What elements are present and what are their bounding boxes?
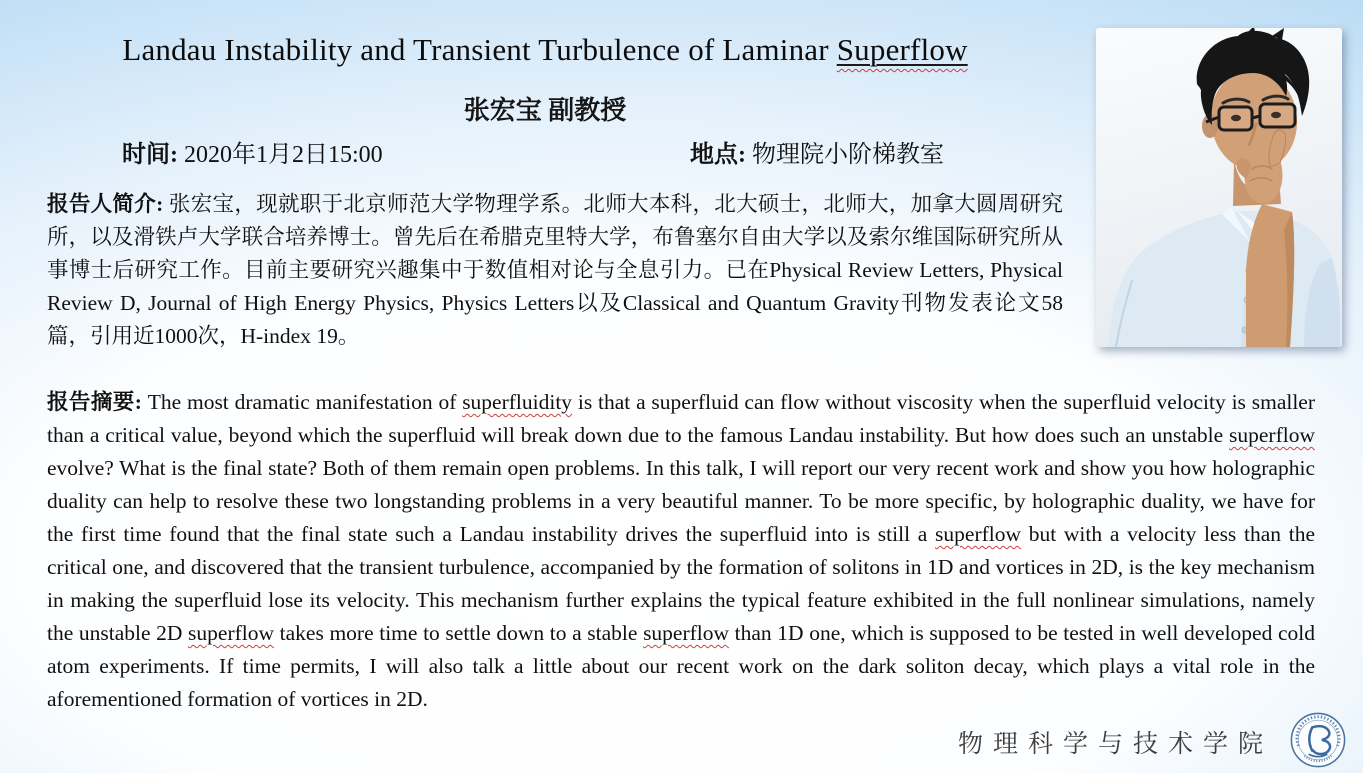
seal-icon	[1289, 711, 1347, 769]
location-field	[690, 134, 944, 169]
speaker-portrait-illustration	[1096, 28, 1342, 347]
speaker-name: 张宏宝 副教授	[463, 96, 627, 125]
speaker-bio-paragraph: 报告人简介: 张宏宝，现就职于北京师范大学物理学系。北师大本科，北大硕士，北师大，加拿大圆周研究所，以及滑铁卢大学联合培养博士。曾先后在希腊克里特大学，布鲁塞尔自由大学以及索尔维国际研究所从事博士后研究工作。目前主要研究兴趣集中于数值相对论与全息引力。已在Physical Review Letters, Physical Review D, Journal of High Energy Physics, Physics Letters以及Classical and Quantum Gravity刊物发表论文58篇，引用近1000次，H-index 19。	[47, 192, 1063, 348]
department-name: 物理科学与技术学院	[957, 731, 1273, 758]
meta-row	[0, 134, 1090, 168]
time-label: 时间:	[122, 142, 178, 168]
time-value: 2020年1月2日15:00	[184, 142, 383, 168]
college-seal-logo	[1289, 711, 1347, 769]
location-value: 物理院小阶梯教室	[752, 142, 944, 168]
talk-title: Landau Instability and Transient Turbulence of Laminar Superflow	[122, 32, 968, 67]
time-field	[122, 134, 383, 169]
location-label: 地点:	[690, 142, 746, 168]
speaker-photo	[1096, 28, 1342, 347]
talk-abstract-paragraph: 报告摘要: The most dramatic manifestation of superfluidity is that a superfluid can flow without viscosity when the superfluid velocity is smaller than a critical value, beyond which the superfluid will break down due to the famous Landau instability. But how does such an unstable superflow evolve? What is the final state? Both of them remain open problems. In this talk, I will report our very recent work and show you how holographic duality can help to resolve these two longstanding problems in a very beautiful manner. To be more specific, by holographic duality, we have for the first time found that the final state such a Landau instability drives the superfluid into is still a superflow but with a velocity less than the critical one, and discovered that the transient turbulence, accompanied by the formation of solitons in 1D and vortices in 2D, is the key mechanism in making the superfluid lose its velocity. This mechanism further explains the typical feature exhibited in the full nonlinear simulations, namely the unstable 2D superflow takes more time to settle down to a stable superflow than 1D one, which is supposed to be tested in well developed cold atom experiments. If time permits, I will also talk a little about our recent work on the dark soliton decay, which plays a vital role in the aforementioned formation of vortices in 2D.	[47, 390, 1316, 711]
